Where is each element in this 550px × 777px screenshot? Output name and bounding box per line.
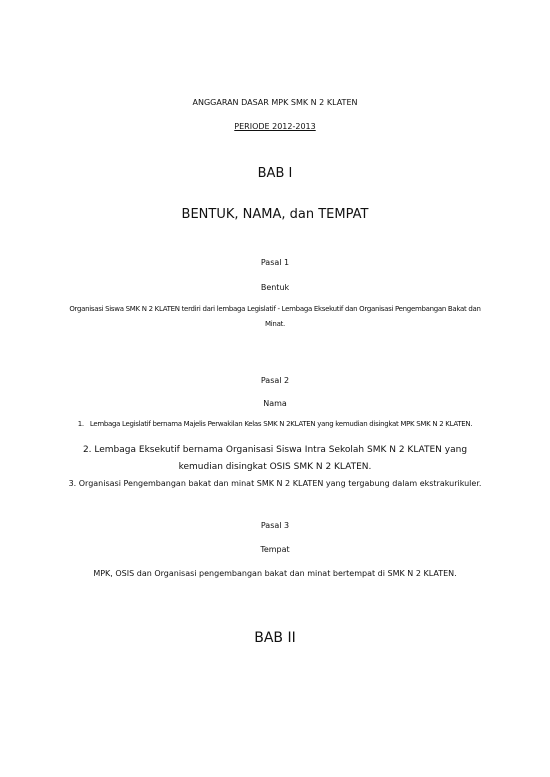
pasal-1-body: Organisasi Siswa SMK N 2 KLATEN terdiri dari lembaga Legislatif - Lembaga Eksekutif dan Organisasi Pengembangan Bakat dan Minat.: [69, 305, 481, 328]
list-number: 1.: [77, 420, 84, 428]
chapter-2-title: BAB II: [254, 630, 296, 646]
list-item-text: Lembaga Legislatif bernama Majelis Perwakilan Kelas SMK N 2KLATEN yang kemudian disingkat MPK SMK N 2 KLATEN.: [89, 420, 473, 428]
pasal-2-item-3: 3. Organisasi Pengembangan bakat dan minat SMK N 2 KLATEN yang tergabung dalam ekstrakurikuler.: [68, 479, 482, 488]
document-title: ANGGARAN DASAR MPK SMK N 2 KLATEN: [192, 98, 358, 107]
chapter-1-heading: BENTUK, NAMA, dan TEMPAT: [181, 207, 369, 222]
pasal-2-item-2: 2. Lembaga Eksekutif bernama Organisasi Siswa Intra Sekolah SMK N 2 KLATEN yang kemudian disingkat OSIS SMK N 2 KLATEN.: [82, 445, 468, 472]
pasal-2-heading: Nama: [263, 399, 287, 408]
pasal-2-label: Pasal 2: [260, 376, 290, 385]
pasal-3-heading: Tempat: [260, 545, 290, 554]
document-period: PERIODE 2012-2013: [234, 122, 316, 131]
pasal-1-label: Pasal 1: [260, 258, 290, 267]
pasal-3-label: Pasal 3: [260, 521, 290, 530]
chapter-1-title: BAB I: [257, 166, 293, 181]
pasal-1-heading: Bentuk: [260, 283, 290, 292]
pasal-2-item-1: [60, 420, 490, 428]
pasal-3-body: MPK, OSIS dan Organisasi pengembangan bakat dan minat bertempat di SMK N 2 KLATEN.: [93, 569, 457, 578]
